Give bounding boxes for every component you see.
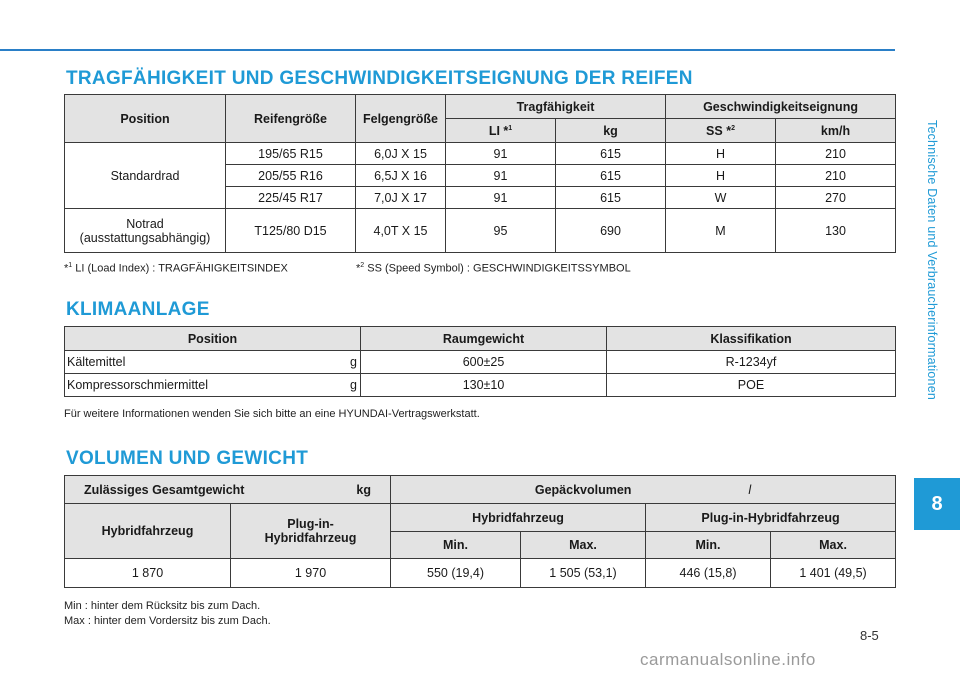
table-cell: 195/65 R15 <box>226 143 356 165</box>
col-kmh: km/h <box>776 119 896 143</box>
table-cell: R-1234yf <box>607 351 896 374</box>
volume-note-max: Max : hinter dem Vordersitz bis zum Dach. <box>64 615 271 627</box>
footnote-li: *$^1$ LI (Load Index) : TRAGFÄHIGKEITSINDEX <box>64 262 288 275</box>
table-cell: H <box>666 143 776 165</box>
tyre-table <box>64 94 896 253</box>
section-title-volume-weight: VOLUMEN UND GEWICHT <box>66 448 309 469</box>
col-speed-rating: Geschwindigkeitseignung <box>666 95 896 119</box>
col-plugin-hybrid: Plug-in- Hybridfahrzeug <box>231 504 391 559</box>
table-row <box>65 209 896 253</box>
table-cell: Kältemittel g <box>65 351 361 374</box>
col-luggage-hybrid: Hybridfahrzeug <box>391 504 646 532</box>
table-cell: 1 401 (49,5) <box>771 559 896 588</box>
table-cell: 446 (15,8) <box>646 559 771 588</box>
volume-note-min: Min : hinter dem Rücksitz bis zum Dach. <box>64 600 261 612</box>
chapter-side-title: Technische Daten und Verbraucherinformationen <box>925 119 939 401</box>
col-max: Max. <box>521 532 646 559</box>
col-min: Min. <box>391 532 521 559</box>
col-ss: SS *$^2$ <box>666 119 776 143</box>
table-row <box>65 351 896 374</box>
col-classification: Klassifikation <box>607 327 896 351</box>
table-cell: 130 <box>776 209 896 253</box>
col-kg: kg <box>556 119 666 143</box>
table-cell: 1 870 <box>65 559 231 588</box>
col-gross-weight: Zulässiges Gesamtgewicht kg <box>65 476 391 504</box>
footnote-ss: *$^2$ SS (Speed Symbol) : GESCHWINDIGKEITSSYMBOL <box>356 262 631 275</box>
table-cell: 550 (19,4) <box>391 559 521 588</box>
col-position: Position <box>65 95 226 143</box>
col-tyre-size: Reifengröße <box>226 95 356 143</box>
col-min: Min. <box>646 532 771 559</box>
table-cell: 6,0J X 15 <box>356 143 446 165</box>
table-cell: 270 <box>776 187 896 209</box>
table-cell: 7,0J X 17 <box>356 187 446 209</box>
table-cell: 205/55 R16 <box>226 165 356 187</box>
table-cell: H <box>666 165 776 187</box>
table-cell: 615 <box>556 143 666 165</box>
table-cell: 130±10 <box>361 374 607 397</box>
table-cell: M <box>666 209 776 253</box>
table-cell: 6,5J X 16 <box>356 165 446 187</box>
table-cell: 210 <box>776 143 896 165</box>
table-cell: W <box>666 187 776 209</box>
table-row <box>65 143 896 165</box>
section-title-aircon: KLIMAANLAGE <box>66 299 210 320</box>
table-cell: 91 <box>446 187 556 209</box>
col-luggage-plugin: Plug-in-Hybridfahrzeug <box>646 504 896 532</box>
chapter-number-tab: 8 <box>914 478 960 530</box>
spare-wheel-label: Notrad (ausstattungsabhängig) <box>65 209 226 253</box>
table-row <box>65 559 896 588</box>
col-hybrid: Hybridfahrzeug <box>65 504 231 559</box>
table-cell: 690 <box>556 209 666 253</box>
volume-weight-table <box>64 475 896 588</box>
table-cell: T125/80 D15 <box>226 209 356 253</box>
table-cell: 615 <box>556 187 666 209</box>
aircon-table <box>64 326 896 397</box>
col-volume: Raumgewicht <box>361 327 607 351</box>
col-rim-size: Felgengröße <box>356 95 446 143</box>
table-cell: 95 <box>446 209 556 253</box>
top-rule <box>0 49 895 51</box>
table-cell: 4,0T X 15 <box>356 209 446 253</box>
aircon-note: Für weitere Informationen wenden Sie sich bitte an eine HYUNDAI-Vertragswerkstatt. <box>64 408 480 420</box>
col-position: Position <box>65 327 361 351</box>
table-cell: POE <box>607 374 896 397</box>
table-cell: 225/45 R17 <box>226 187 356 209</box>
table-cell: 91 <box>446 165 556 187</box>
table-row <box>65 374 896 397</box>
table-cell: 600±25 <box>361 351 607 374</box>
col-load-capacity: Tragfähigkeit <box>446 95 666 119</box>
table-cell: 615 <box>556 165 666 187</box>
table-cell: Kompressorschmiermittel g <box>65 374 361 397</box>
table-cell: 1 505 (53,1) <box>521 559 646 588</box>
page-number: 8-5 <box>860 628 879 643</box>
watermark: carmanualsonline.info <box>640 650 816 669</box>
table-cell: 210 <box>776 165 896 187</box>
col-li: LI *$^1$ <box>446 119 556 143</box>
section-title-tyres: TRAGFÄHIGKEIT UND GESCHWINDIGKEITSEIGNUNG DER REIFEN <box>66 68 693 89</box>
col-max: Max. <box>771 532 896 559</box>
table-cell: 91 <box>446 143 556 165</box>
standard-wheel-label: Standardrad <box>65 143 226 209</box>
table-cell: 1 970 <box>231 559 391 588</box>
col-luggage-volume: Gepäckvolumen l <box>391 476 896 504</box>
